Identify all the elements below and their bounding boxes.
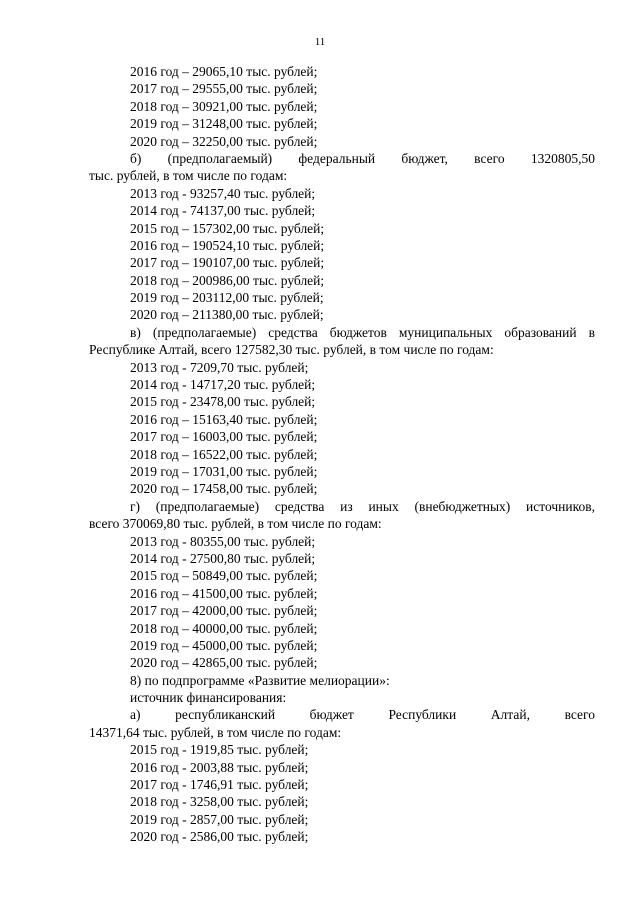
funding-line: 2017 год – 29555,00 тыс. рублей; — [130, 81, 318, 97]
funding-line: 2019 год - 2857,00 тыс. рублей; — [130, 811, 309, 827]
subprogram-heading: 8) по подпрограмме «Развитие мелиорации»: — [130, 672, 390, 688]
funding-source-label: источник финансирования: — [130, 690, 287, 706]
other-sources-heading-cont: всего 370069,80 тыс. рублей, в том числе по годам: — [89, 516, 382, 532]
funding-line: 2015 год - 23478,00 тыс. рублей; — [130, 394, 316, 410]
funding-line: 2020 год – 32250,00 тыс. рублей; — [130, 133, 318, 149]
funding-line: 2017 год – 190107,00 тыс. рублей; — [130, 255, 325, 271]
funding-line: 2017 год – 16003,00 тыс. рублей; — [130, 429, 318, 445]
municipal-budget-heading: в) (предполагаемые) средства бюджетов муниципальных образований в — [130, 324, 595, 340]
funding-line: 2015 год – 157302,00 тыс. рублей; — [130, 220, 325, 236]
funding-line: 2015 год – 50849,00 тыс. рублей; — [130, 568, 318, 584]
republic-budget-heading-cont: 14371,64 тыс. рублей, в том числе по годам: — [89, 724, 342, 740]
funding-line: 2018 год - 3258,00 тыс. рублей; — [130, 794, 309, 810]
funding-line: 2014 год - 27500,80 тыс. рублей; — [130, 550, 316, 566]
funding-line: 2020 год – 17458,00 тыс. рублей; — [130, 481, 318, 497]
funding-line: 2019 год – 45000,00 тыс. рублей; — [130, 637, 318, 653]
funding-line: 2016 год – 41500,00 тыс. рублей; — [130, 585, 318, 601]
funding-line: 2015 год - 1919,85 тыс. рублей; — [130, 742, 309, 758]
funding-line: 2018 год – 16522,00 тыс. рублей; — [130, 446, 318, 462]
funding-line: 2014 год - 14717,20 тыс. рублей; — [130, 377, 316, 393]
funding-line: 2018 год – 40000,00 тыс. рублей; — [130, 620, 318, 636]
funding-line: 2019 год – 203112,00 тыс. рублей; — [130, 290, 324, 306]
funding-line: 2016 год - 2003,88 тыс. рублей; — [130, 759, 309, 775]
funding-line: 2019 год – 17031,00 тыс. рублей; — [130, 463, 318, 479]
document-body — [89, 63, 595, 846]
funding-line: 2018 год – 200986,00 тыс. рублей; — [130, 272, 325, 288]
funding-line: 2020 год – 42865,00 тыс. рублей; — [130, 655, 318, 671]
funding-line: 2016 год – 190524,10 тыс. рублей; — [130, 237, 325, 253]
funding-line: 2017 год – 42000,00 тыс. рублей; — [130, 603, 318, 619]
funding-line: 2014 год - 74137,00 тыс. рублей; — [130, 203, 316, 219]
other-sources-heading: г) (предполагаемые) средства из иных (внебюджетных) источников, — [130, 498, 595, 514]
page-number: 11 — [314, 36, 326, 48]
republic-budget-heading: а) республиканский бюджет Республики Алтай, всего — [130, 707, 595, 723]
funding-line: 2017 год - 1746,91 тыс. рублей; — [130, 777, 309, 793]
funding-line: 2019 год – 31248,00 тыс. рублей; — [130, 116, 318, 132]
funding-line: 2013 год - 93257,40 тыс. рублей; — [130, 185, 316, 201]
municipal-budget-heading-cont: Республике Алтай, всего 127582,30 тыс. рублей, в том числе по годам: — [89, 342, 494, 358]
federal-budget-heading-cont: тыс. рублей, в том числе по годам: — [89, 168, 288, 184]
federal-budget-heading: б) (предполагаемый) федеральный бюджет, всего 1320805,50 — [130, 150, 595, 166]
funding-line: 2020 год – 211380,00 тыс. рублей; — [130, 307, 324, 323]
funding-line: 2018 год – 30921,00 тыс. рублей; — [130, 98, 318, 114]
funding-line: 2020 год - 2586,00 тыс. рублей; — [130, 829, 309, 845]
funding-line: 2016 год – 15163,40 тыс. рублей; — [130, 411, 318, 427]
funding-line: 2016 год – 29065,10 тыс. рублей; — [130, 64, 318, 79]
funding-line: 2013 год - 80355,00 тыс. рублей; — [130, 533, 316, 549]
funding-line: 2013 год - 7209,70 тыс. рублей; — [130, 359, 309, 375]
